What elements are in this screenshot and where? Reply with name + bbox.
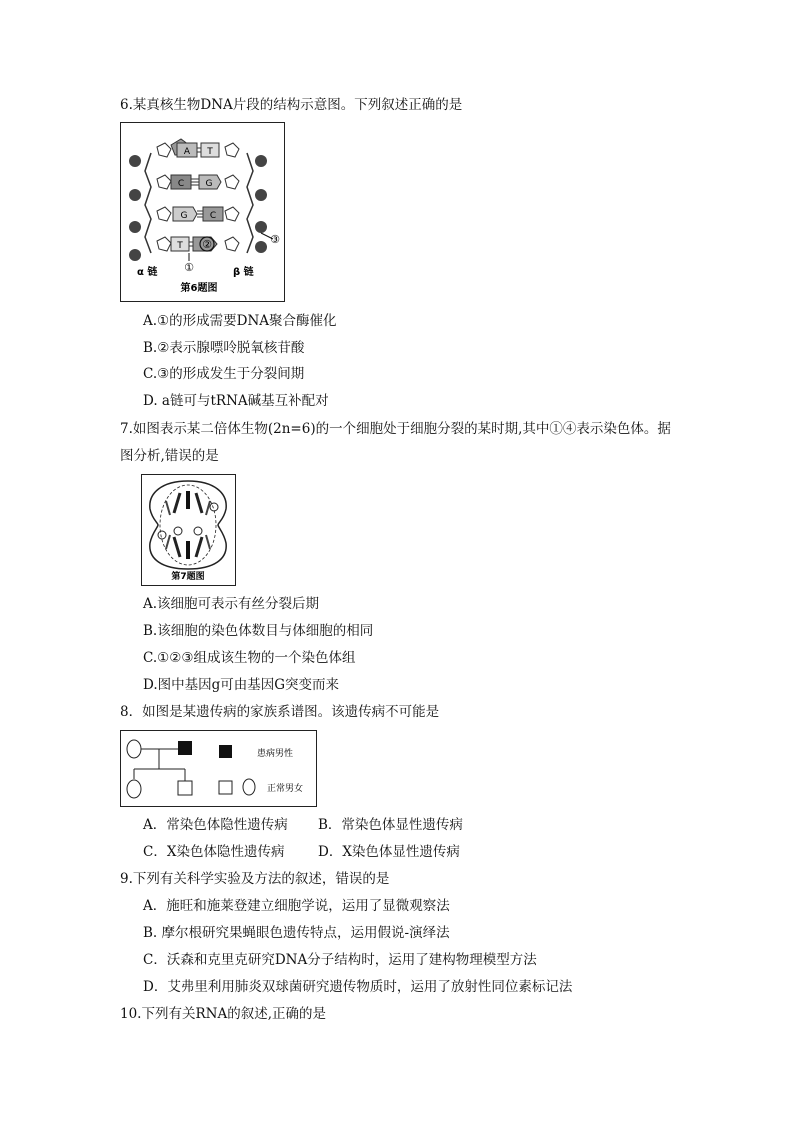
dna-base: G xyxy=(180,211,188,221)
pedigree-chart xyxy=(121,731,316,806)
dna-structure-diagram xyxy=(121,123,284,301)
q8-option-b: B．常染色体显性遗传病 xyxy=(318,817,463,833)
q10-stem: 10.下列有关RNA的叙述,正确的是 xyxy=(120,1006,326,1022)
q8-option-a: A．常染色体隐性遗传病 xyxy=(143,817,288,833)
q9-option-b: B. 摩尔根研究果蝇眼色遗传特点，运用假说-演绎法 xyxy=(143,925,450,941)
q7-option-a: A.该细胞可表示有丝分裂后期 xyxy=(143,596,320,612)
q7-figure-caption: 第7题图 xyxy=(171,572,205,582)
q7-option-b: B.该细胞的染色体数目与体细胞的相同 xyxy=(143,623,374,639)
circled-3-label: ③ xyxy=(270,233,280,246)
q7-stem-line2: 图分析,错误的是 xyxy=(120,448,219,464)
q6-dna-figure xyxy=(120,122,285,302)
alpha-strand-label: α 链 xyxy=(137,267,158,278)
q7-option-c: C.①②③组成该生物的一个染色体组 xyxy=(143,650,356,666)
q6-stem: 6.某真核生物DNA片段的结构示意图。下列叙述正确的是 xyxy=(120,97,463,113)
q7-cell-figure xyxy=(141,474,236,586)
q6-figure-caption: 第6题图 xyxy=(180,283,218,294)
legend-normal-label: 正常男女 xyxy=(267,784,304,794)
circled-1-label: ① xyxy=(184,261,194,274)
q8-stem: 8．如图是某遗传病的家族系谱图。该遗传病不可能是 xyxy=(120,704,440,720)
q9-option-d: D．艾弗里利用肺炎双球菌研究遗传物质时，运用了放射性同位素标记法 xyxy=(143,979,573,995)
dna-base: A xyxy=(183,147,191,157)
dna-base: C xyxy=(177,179,185,189)
q9-option-c: C．沃森和克里克研究DNA分子结构时，运用了建构物理模型方法 xyxy=(143,952,537,968)
q9-stem: 9.下列有关科学实验及方法的叙述，错误的是 xyxy=(120,871,390,887)
q6-option-d: D. a链可与tRNA碱基互补配对 xyxy=(143,393,329,409)
dna-base: G xyxy=(205,179,213,189)
q7-stem-line1: 7.如图表示某二倍体生物(2n=6)的一个细胞处于细胞分裂的某时期,其中①④表示染色体。据 xyxy=(120,421,671,437)
q6-option-c: C.③的形成发生于分裂间期 xyxy=(143,366,305,382)
dna-base: T xyxy=(177,241,183,251)
q9-option-a: A．施旺和施莱登建立细胞学说，运用了显微观察法 xyxy=(143,898,450,914)
circled-2-label: ② xyxy=(202,238,212,251)
dna-base: C xyxy=(209,211,217,221)
q8-option-d: D．X染色体显性遗传病 xyxy=(318,844,460,860)
q8-pedigree-figure xyxy=(120,730,317,807)
q6-option-a: A.①的形成需要DNA聚合酶催化 xyxy=(143,313,337,329)
q8-option-c: C．X染色体隐性遗传病 xyxy=(143,844,285,860)
q7-option-d: D.图中基因g可由基因G突变而来 xyxy=(143,677,340,693)
cell-division-diagram xyxy=(142,475,235,585)
dna-base: T xyxy=(207,147,213,157)
beta-strand-label: β 链 xyxy=(233,267,254,278)
q6-option-b: B.②表示腺嘌呤脱氧核苷酸 xyxy=(143,340,305,356)
legend-affected-label: 患病男性 xyxy=(257,749,294,759)
